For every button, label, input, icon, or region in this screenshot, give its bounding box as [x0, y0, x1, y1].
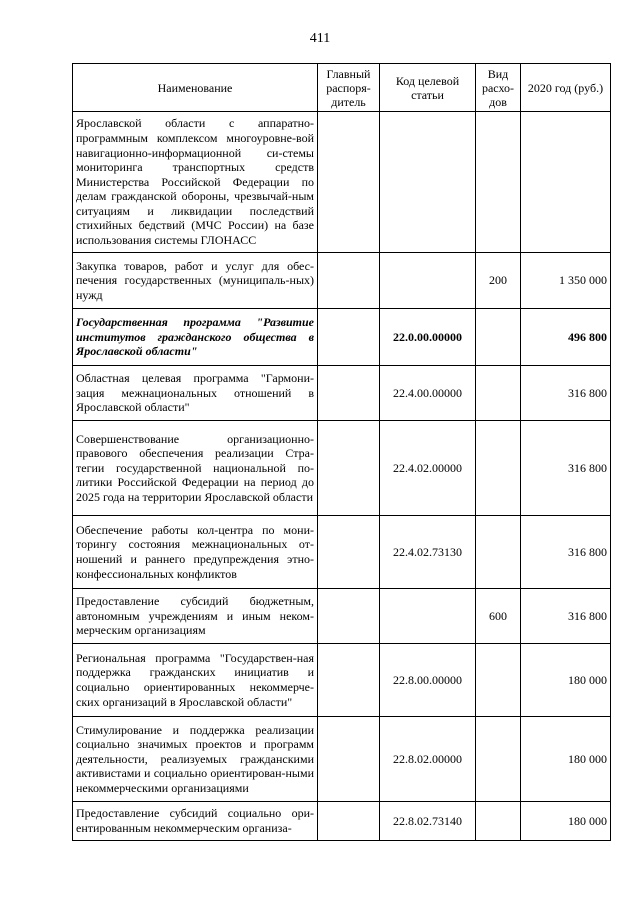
- table-row: [73, 644, 611, 717]
- table-row: [73, 112, 611, 253]
- row-type: [476, 309, 521, 366]
- row-name: Областная целевая программа "Гармони-зация межнациональных отношений в Ярославской области": [73, 366, 318, 421]
- row-amount: 1 350 000: [521, 253, 611, 309]
- row-admin: [318, 253, 380, 309]
- table-row: [73, 717, 611, 802]
- row-type: [476, 717, 521, 802]
- row-code: [380, 589, 476, 644]
- row-code: 22.4.00.00000: [380, 366, 476, 421]
- row-code: 22.0.00.00000: [380, 309, 476, 366]
- row-code: 22.4.02.00000: [380, 421, 476, 516]
- row-amount: 316 800: [521, 516, 611, 589]
- row-code: [380, 112, 476, 253]
- row-amount: 316 800: [521, 421, 611, 516]
- row-type: [476, 421, 521, 516]
- header-row: [73, 64, 611, 112]
- row-amount: 316 800: [521, 366, 611, 421]
- row-type: [476, 802, 521, 841]
- budget-table: [72, 63, 611, 841]
- table-row: [73, 516, 611, 589]
- row-amount: 180 000: [521, 644, 611, 717]
- row-name: Закупка товаров, работ и услуг для обес-печения государственных (муниципаль-ных) нужд: [73, 253, 318, 309]
- row-name: Стимулирование и поддержка реализации социально значимых проектов и программ деятельности, реализуемых гражданскими активистами и социально ориентирован-ными некоммерческими организациями: [73, 717, 318, 802]
- row-type: 600: [476, 589, 521, 644]
- row-admin: [318, 802, 380, 841]
- row-amount: 180 000: [521, 717, 611, 802]
- row-code: 22.8.02.73140: [380, 802, 476, 841]
- row-name: Предоставление субсидий социально ори-ентированным некоммерческим организа-: [73, 802, 318, 841]
- row-code: 22.8.02.00000: [380, 717, 476, 802]
- header-admin: Главный распоря-дитель: [318, 64, 380, 112]
- row-admin: [318, 516, 380, 589]
- row-admin: [318, 309, 380, 366]
- row-type: [476, 516, 521, 589]
- table-row: [73, 253, 611, 309]
- row-admin: [318, 366, 380, 421]
- row-name: Региональная программа "Государствен-ная поддержка гражданских инициатив и социально ориентированных некоммерче-ских организаций в Ярославской области": [73, 644, 318, 717]
- row-name: Государственная программа "Развитие институтов гражданского общества в Ярославской области": [73, 309, 318, 366]
- row-type: [476, 366, 521, 421]
- row-type: [476, 644, 521, 717]
- row-name: Предоставление субсидий бюджетным, автономным учреждениям и иным неком-мерческим организациям: [73, 589, 318, 644]
- row-code: [380, 253, 476, 309]
- row-amount: 496 800: [521, 309, 611, 366]
- table-row: [73, 309, 611, 366]
- row-amount: 180 000: [521, 802, 611, 841]
- row-admin: [318, 644, 380, 717]
- row-code: 22.8.00.00000: [380, 644, 476, 717]
- row-amount: 316 800: [521, 589, 611, 644]
- row-amount: [521, 112, 611, 253]
- table-row: [73, 802, 611, 841]
- row-name: Ярославской области с аппаратно-программным комплексом многоуровне-вой навигационно-информационной си-стемы мониторинга транспортных средств Министерства Российской Федерации по делам гражданской обороны, чрезвычай-ным ситуациям и ликвидации последствий стихийных бедствий (МЧС России) на базе использования системы ГЛОНАСС: [73, 112, 318, 253]
- row-admin: [318, 589, 380, 644]
- row-admin: [318, 112, 380, 253]
- table-row: [73, 589, 611, 644]
- header-code: Код целевой статьи: [380, 64, 476, 112]
- row-admin: [318, 717, 380, 802]
- row-code: 22.4.02.73130: [380, 516, 476, 589]
- header-amount: 2020 год (руб.): [521, 64, 611, 112]
- table-row: [73, 366, 611, 421]
- row-name: Совершенствование организационно-правового обеспечения реализации Стра-тегии государственной национальной по-литики Российской Федерации на период до 2025 года на территории Ярославской области: [73, 421, 318, 516]
- row-type: 200: [476, 253, 521, 309]
- header-name: Наименование: [73, 64, 318, 112]
- row-name: Обеспечение работы кол-центра по мони-торингу состояния межнациональных от-ношений и раннего предупреждения этно-конфессиональных конфликтов: [73, 516, 318, 589]
- row-admin: [318, 421, 380, 516]
- page-number: 411: [309, 31, 331, 46]
- table-row: [73, 421, 611, 516]
- row-type: [476, 112, 521, 253]
- header-type: Вид расхо-дов: [476, 64, 521, 112]
